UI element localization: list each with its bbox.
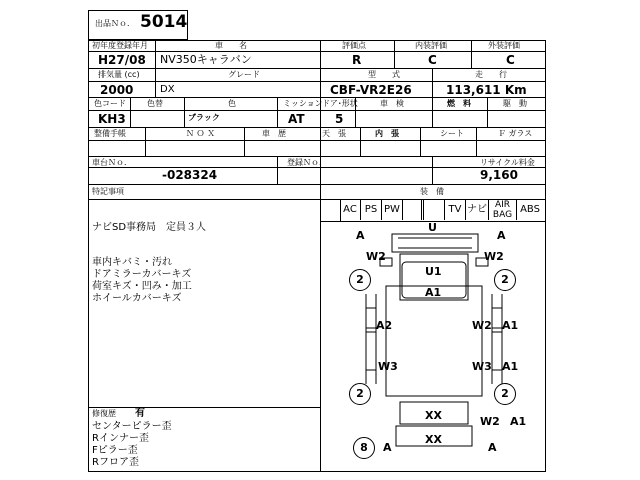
chassis-value: -028324 bbox=[162, 168, 218, 182]
mark-xx-upper: XX bbox=[425, 409, 442, 422]
tire-rear-left: 2 bbox=[349, 383, 371, 405]
mark-a1-top: A1 bbox=[425, 286, 442, 299]
tire-rear-right: 2 bbox=[494, 383, 516, 405]
equip-pw: PW bbox=[382, 200, 403, 220]
equipment-title: 装 備 bbox=[420, 187, 444, 196]
equip-ps: PS bbox=[361, 200, 382, 220]
tire-front-left: 2 bbox=[349, 269, 371, 291]
mark-w2-rear-right: W2 bbox=[480, 415, 500, 428]
equip-tv: TV bbox=[445, 200, 466, 220]
lining-label: 内 張 bbox=[375, 129, 399, 138]
damage-note-4: ホイールカバーキズ bbox=[92, 293, 182, 304]
car-name-label: 車 名 bbox=[215, 41, 247, 50]
repair-line-3: Fピラー歪 bbox=[92, 445, 138, 456]
car-name-value: NV350キャラバン bbox=[160, 53, 252, 66]
regno-label: 登録Ｎｏ． bbox=[287, 158, 327, 167]
notes-line: ナビSD事務局 定員３人 bbox=[92, 222, 207, 233]
interior-grade-label: 内装評価 bbox=[415, 41, 447, 50]
mark-rear-a-left: A bbox=[383, 441, 392, 454]
model-label: 型 式 bbox=[368, 70, 400, 79]
drive-label: 駆 動 bbox=[503, 99, 527, 108]
manual-label: 整備手帳 bbox=[94, 129, 126, 138]
tire-front-right: 2 bbox=[494, 269, 516, 291]
repair-line-2: Rインナー歪 bbox=[92, 433, 149, 444]
mark-w2-left: W2 bbox=[366, 250, 386, 263]
grade-value: DX bbox=[160, 84, 175, 95]
fuel-label: 燃 料 bbox=[447, 99, 471, 108]
mission-label: ミッション bbox=[283, 99, 323, 108]
history-label: 車 歴 bbox=[262, 129, 286, 138]
damage-note-2: ドアミラーカバーキズ bbox=[92, 269, 192, 280]
interior-grade-value: C bbox=[428, 53, 437, 67]
notes-title: 特記事項 bbox=[92, 187, 124, 196]
equip-airbag: AIR BAG bbox=[489, 200, 517, 220]
glass-label: Ｆ ガラス bbox=[498, 129, 533, 138]
color-value: ブラック bbox=[188, 113, 220, 122]
mark-a2-left: A2 bbox=[376, 319, 393, 332]
equip-abs: ABS bbox=[520, 204, 540, 215]
chassis-label: 車台Ｎｏ． bbox=[92, 158, 132, 167]
recycle-value: 9,160 bbox=[480, 168, 518, 182]
repair-line-1: センターピラー歪 bbox=[92, 421, 172, 432]
reg-date-label: 初年度登録年月 bbox=[92, 41, 148, 50]
car-diagram bbox=[330, 221, 538, 468]
color-label: 色 bbox=[228, 99, 236, 108]
displacement-label: 排気量 (cc) bbox=[98, 70, 140, 79]
mileage-label: 走 行 bbox=[475, 70, 507, 79]
mark-w3-left: W3 bbox=[378, 360, 398, 373]
exterior-grade-value: C bbox=[506, 53, 515, 67]
grade-label: グレード bbox=[228, 70, 260, 79]
mileage-value: 113,611 Km bbox=[446, 83, 527, 97]
mark-front-a-right: A bbox=[497, 229, 506, 242]
mark-w2-right: W2 bbox=[484, 250, 504, 263]
doors-value: 5 bbox=[335, 112, 344, 126]
mark-w3-right: W3 bbox=[472, 360, 492, 373]
model-value: CBF-VR2E26 bbox=[330, 83, 412, 97]
damage-note-1: 車内キバミ・汚れ bbox=[92, 257, 172, 268]
equip-blank-3 bbox=[424, 200, 445, 220]
damage-note-3: 荷室キズ・凹み・加工 bbox=[92, 281, 192, 292]
seat-label: シート bbox=[440, 129, 464, 138]
equip-ac: AC bbox=[340, 200, 361, 220]
inspection-label: 車 検 bbox=[380, 99, 404, 108]
lot-number: 5014 bbox=[140, 12, 188, 32]
reg-date-value: H27/08 bbox=[98, 53, 146, 67]
color-change-label: 色替 bbox=[147, 99, 163, 108]
mark-w2-mid-right: W2 bbox=[472, 319, 492, 332]
mark-u1: U1 bbox=[425, 265, 442, 278]
color-code-value: KH3 bbox=[98, 112, 126, 126]
mark-a1-lower-right: A1 bbox=[502, 360, 519, 373]
displacement-value: 2000 bbox=[100, 83, 134, 97]
mark-xx-lower: XX bbox=[425, 433, 442, 446]
exterior-grade-label: 外装評価 bbox=[488, 41, 520, 50]
doors-label: ドア･形状 bbox=[322, 99, 358, 108]
repair-title: 修復歴 bbox=[92, 409, 116, 418]
mission-value: AT bbox=[288, 112, 305, 126]
mark-a1-mid-right: A1 bbox=[502, 319, 519, 332]
mark-front-a-left: A bbox=[356, 229, 365, 242]
nox-label: Ｎ Ｏ Ｘ bbox=[186, 129, 216, 138]
color-code-label: 色コード bbox=[94, 99, 126, 108]
mark-a1-rear-right: A1 bbox=[510, 415, 527, 428]
spare-tire: 8 bbox=[353, 437, 375, 459]
recycle-label: リサイクル料金 bbox=[480, 158, 535, 167]
equip-blank-1 bbox=[403, 200, 422, 220]
sunroof-label: 天 張 bbox=[322, 129, 346, 138]
repair-line-4: Rフロア歪 bbox=[92, 457, 139, 468]
equip-navi: ナビ bbox=[466, 200, 489, 220]
score-value: R bbox=[352, 53, 362, 67]
score-label: 評価点 bbox=[342, 41, 366, 50]
repair-value: 有 bbox=[135, 408, 145, 419]
lot-label: 出品Ｎｏ． bbox=[95, 19, 135, 28]
mark-front-u: U bbox=[428, 221, 437, 234]
mark-rear-a-right: A bbox=[488, 441, 497, 454]
